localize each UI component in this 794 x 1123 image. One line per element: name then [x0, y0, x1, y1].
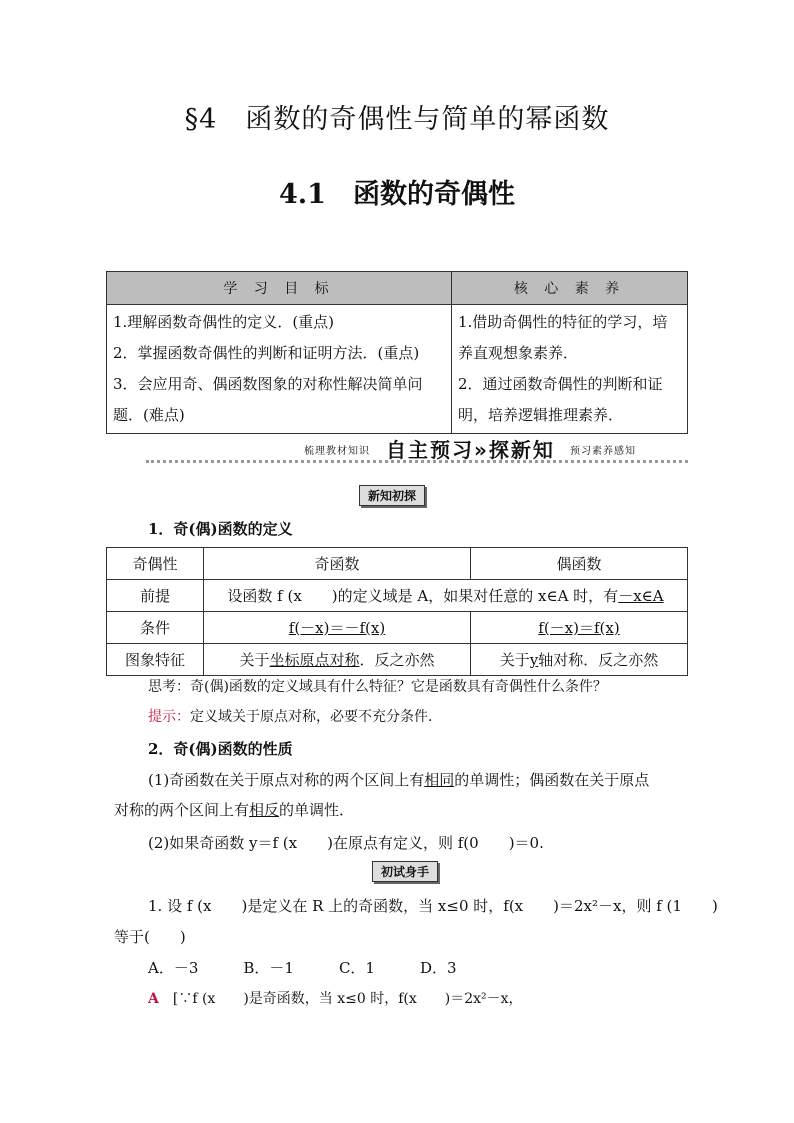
subsection-title: 4.1 函数的奇偶性 [279, 179, 515, 210]
banner-right-text: 预习素养感知 [570, 446, 636, 457]
odd-graph-feature: 关于坐标原点对称．反之亦然 [204, 644, 471, 676]
section-heading: 2．奇(偶)函数的性质 [148, 740, 293, 758]
premise-cell: 设函数 f (x )的定义域是 A，如果对任意的 x∈A 时，有－x∈A [204, 580, 688, 612]
row-label: 前提 [107, 580, 204, 612]
new-knowledge-tag: 新知初探 [359, 485, 425, 506]
table-header-cell: 奇偶性 [107, 548, 204, 580]
goal-item: 3．会应用奇、偶函数图象的对称性解决简单问题．(难点) [113, 375, 423, 424]
even-graph-feature: 关于y轴对称．反之亦然 [471, 644, 688, 676]
row-label: 图象特征 [107, 644, 204, 676]
even-condition: f(－x)＝f(x) [471, 612, 688, 644]
banner-divider [146, 460, 688, 463]
property-2: (2)如果奇函数 y＝f (x )在原点有定义，则 f(0 )＝0. [148, 834, 544, 852]
row-label: 条件 [107, 612, 204, 644]
literacy-item: 1.借助奇偶性的特征的学习，培养直观想象素养． [458, 313, 668, 362]
question-1: 1. 设 f (x )是定义在 R 上的奇函数，当 x≤0 时，f(x )＝2x²－x，则 f (1 ) [148, 897, 718, 915]
property-1-cont: 对称的两个区间上有相反的单调性． [114, 801, 355, 819]
question-1-cont: 等于( ) [114, 928, 186, 946]
goal-item: 2．掌握函数奇偶性的判断和证明方法．(重点) [113, 344, 420, 362]
definition-table [106, 547, 688, 676]
section-title: §4 函数的奇偶性与简单的幂函数 [184, 104, 610, 135]
hint: 提示：定义域关于原点对称，必要不充分条件． [148, 709, 442, 725]
banner-left-text: 梳理教材知识 [304, 446, 370, 457]
section-banner [106, 432, 688, 466]
table-header-cell: 偶函数 [471, 548, 688, 580]
property-1: (1)奇函数在关于原点对称的两个区间上有相同的单调性；偶函数在关于原点 [148, 771, 650, 789]
goals-cell [107, 305, 452, 434]
solution: A [∵f (x )是奇函数，当 x≤0 时，f(x )＝2x²－x， [148, 991, 523, 1007]
literacy-header: 核 心 素 养 [452, 272, 688, 305]
literacy-cell [452, 305, 688, 434]
goal-item: 1.理解函数奇偶性的定义．(重点) [113, 313, 335, 331]
table-header-cell: 奇函数 [204, 548, 471, 580]
think-question: 思考：奇(偶)函数的定义域具有什么特征？它是函数具有奇偶性什么条件？ [148, 679, 607, 695]
banner-arrow-icon: » [474, 438, 489, 462]
odd-condition: f(－x)＝－f(x) [204, 612, 471, 644]
section-heading: 1．奇(偶)函数的定义 [148, 520, 293, 538]
try-it-tag: 初试身手 [372, 861, 438, 882]
banner-main-text: 自主预习»探新知 [386, 438, 555, 462]
goals-header: 学 习 目 标 [107, 272, 452, 305]
literacy-item: 2．通过函数奇偶性的判断和证明，培养逻辑推理素养． [458, 375, 663, 424]
answer-options: A．－3 B．－1 C．1 D．3 [148, 959, 457, 977]
goals-table [106, 271, 688, 434]
